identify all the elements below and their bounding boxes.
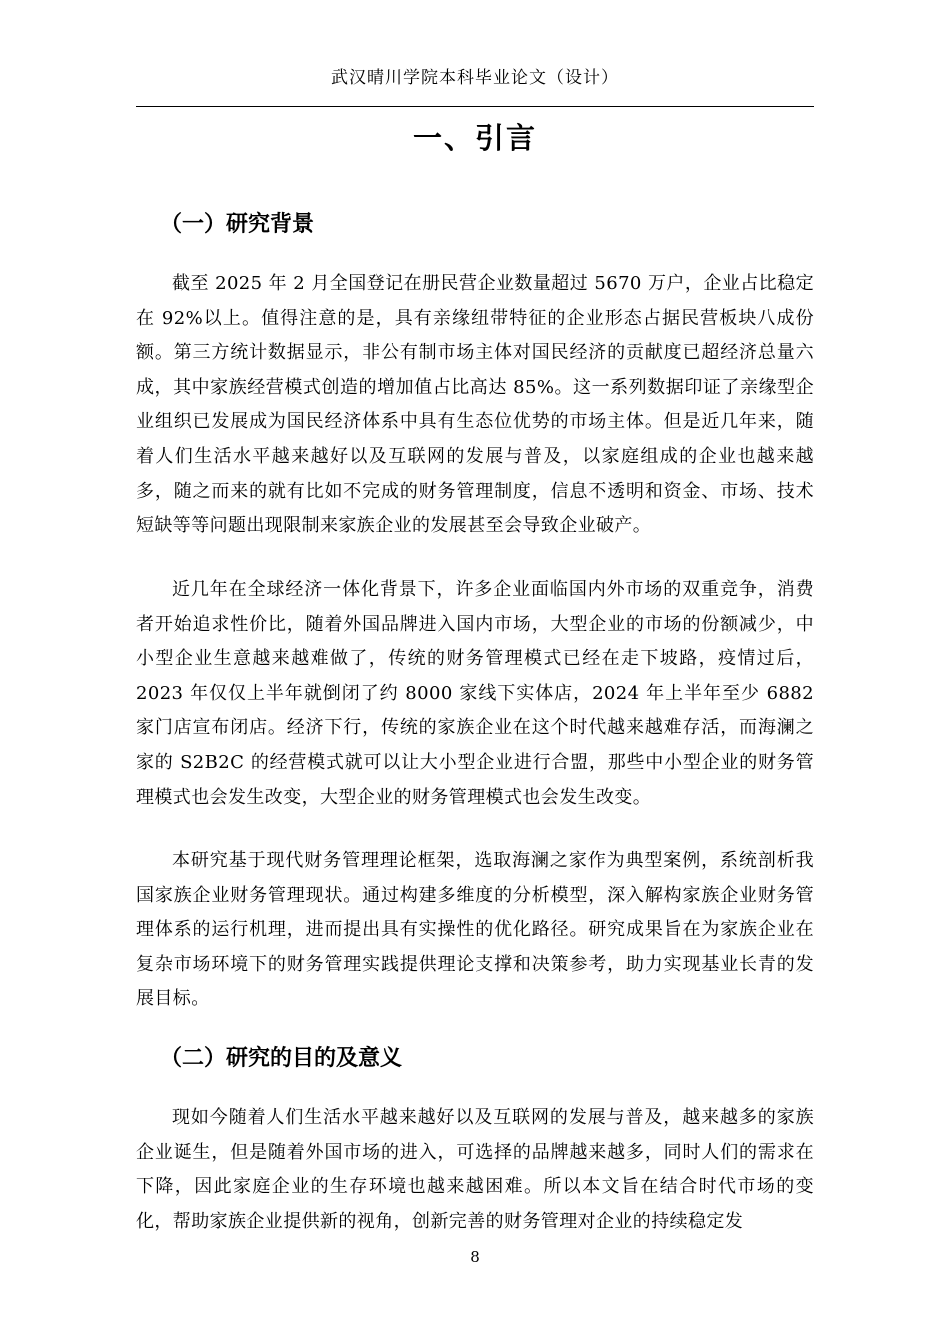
paragraph-background-3: 本研究基于现代财务管理理论框架，选取海澜之家作为典型案例，系统剖析我国家族企业财务管理现状。通过构建多维度的分析模型，深入解构家族企业财务管理体系的运行机理，进而提出具有实操性的优化路径。研究成果旨在为家族企业在复杂市场环境下的财务管理实践提供理论支撑和决策参考，助力实现基业长青的发展目标。: [136, 850, 814, 1010]
page-number: 8: [470, 1248, 480, 1266]
running-header: 武汉晴川学院本科毕业论文（设计）: [331, 68, 619, 88]
paragraph-purpose-1: 现如今随着人们生活水平越来越好以及互联网的发展与普及，越来越多的家族企业诞生，但是随着外国市场的进入，可选择的品牌越来越多，同时人们的需求在下降，因此家庭企业的生存环境也越来越困难。所以本文旨在结合时代市场的变化，帮助家族企业提供新的视角，创新完善的财务管理对企业的持续稳定发: [136, 1107, 814, 1232]
paragraph-background-1: 截至 2025 年 2 月全国登记在册民营企业数量超过 5670 万户，企业占比稳定在 92%以上。值得注意的是，具有亲缘纽带特征的企业形态占据民营板块八成份额。第三方统计数据显示，非公有制市场主体对国民经济的贡献度已超经济总量六成，其中家族经营模式创造的增加值占比高达 85%。这一系列数据印证了亲缘型企业组织已发展成为国民经济体系中具有生态位优势的市场主体。但是近几年来，随着人们生活水平越来越好以及互联网的发展与普及，以家庭组成的企业也越来越多，随之而来的就有比如不完成的财务管理制度，信息不透明和资金、市场、技术短缺等等问题出现限制来家族企业的发展甚至会导致企业破产。: [136, 273, 814, 537]
header-rule: [136, 106, 814, 107]
chapter-title: 一、引言: [412, 121, 537, 155]
section-heading-background: （一）研究背景: [160, 212, 315, 237]
section-heading-purpose: （二）研究的目的及意义: [160, 1046, 403, 1071]
paragraph-background-2: 近几年在全球经济一体化背景下，许多企业面临国内外市场的双重竞争，消费者开始追求性价比，随着外国品牌进入国内市场，大型企业的市场的份额减少，中小型企业生意越来越难做了，传统的财务管理模式已经在走下坡路，疫情过后，2023 年仅仅上半年就倒闭了约 8000 家线下实体店，2024 年上半年至少 6882 家门店宣布闭店。经济下行，传统的家族企业在这个时代越来越难存活，而海澜之家的 S2B2C 的经营模式就可以让大小型企业进行合盟，那些中小型企业的财务管理模式也会发生改变，大型企业的财务管理模式也会发生改变。: [136, 579, 814, 808]
